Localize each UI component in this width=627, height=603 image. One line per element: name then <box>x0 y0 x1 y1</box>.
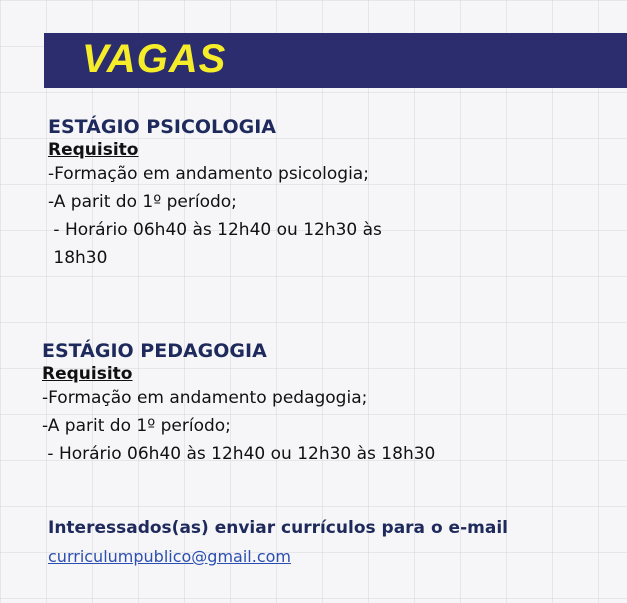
page-title: VAGAS <box>82 37 227 81</box>
requirement-line: -Formação em andamento psicologia; <box>48 164 369 184</box>
contact-title: Interessados(as) enviar currículos para o e-mail <box>48 518 508 538</box>
title-banner <box>44 33 627 88</box>
requirement-line: 18h30 <box>48 248 108 268</box>
section-title: ESTÁGIO PEDAGOGIA <box>42 340 267 362</box>
section-pedagogia <box>42 340 435 468</box>
requirement-label: Requisito <box>42 364 133 384</box>
section-title: ESTÁGIO PSICOLOGIA <box>48 116 277 138</box>
requirement-label: Requisito <box>48 140 139 160</box>
requirement-line: -A parit do 1º período; <box>48 192 237 212</box>
section-psicologia <box>48 116 382 272</box>
requirement-line: -A parit do 1º período; <box>42 416 231 436</box>
email-link[interactable]: curriculumpublico@gmail.com <box>48 547 291 566</box>
requirement-line: - Horário 06h40 às 12h40 ou 12h30 às <box>48 220 382 240</box>
requirement-line: -Formação em andamento pedagogia; <box>42 388 368 408</box>
requirement-line: - Horário 06h40 às 12h40 ou 12h30 às 18h30 <box>42 444 436 464</box>
